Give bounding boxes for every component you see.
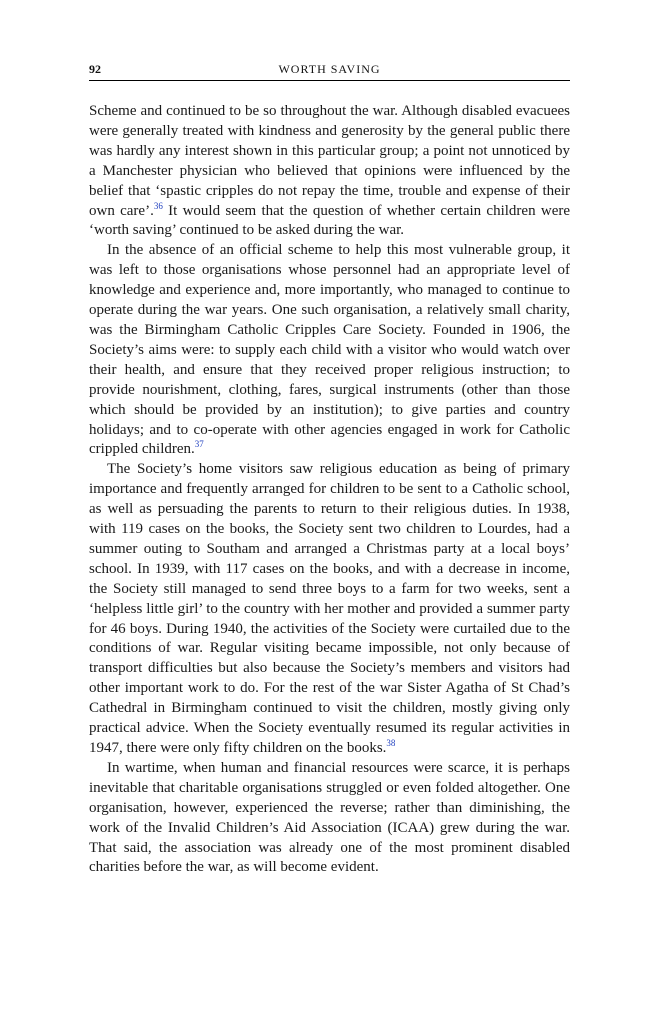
body-text [89, 102, 570, 878]
paragraph-text: Scheme and continued to be so throughout the war. Although disabled evacuees were generally treated with kindness and generosity by the general public there was hardly any interest shown in this particular group; a point not unnoticed by a Manchester physician who believed that opinions were influenced by the belief that ‘spastic cripples do not repay the time, trouble and expense of their own care’. [89, 103, 570, 219]
running-title: WORTH SAVING [278, 62, 381, 76]
paragraph [89, 460, 570, 759]
footnote-reference-37[interactable]: 37 [194, 439, 204, 450]
footnote-reference-36[interactable]: 36 [153, 200, 163, 211]
paragraph-text: In the absence of an official scheme to help this most vulnerable group, it was left to those organisations whose personnel had an appropriate level of knowledge and experience and, more importantly, who managed to continue to operate during the war years. One such organisation, a relatively small charity, was the Birmingham Catholic Cripples Care Society. Founded in 1906, the Society’s aims were: to supply each child with a visitor who would watch over their health, and ensure that they received proper religious instruction; to provide nourishment, clothing, fares, surgical instruments (other than those which should be provided by an institution); to give parties and country holidays; and to co-operate with other agencies engaged in work for Catholic crippled children. [89, 242, 570, 458]
footnote-reference-38[interactable]: 38 [386, 738, 396, 748]
paragraph-text: In wartime, when human and financial resources were scarce, it is perhaps inevitable that charitable organisations struggled or even folded altogether. One organisation, however, experienced the reverse; rather than diminishing, the work of the Invalid Children’s Aid Association (ICAA) grew during the war. That said, the association was already one of the most prominent disabled charities before the war, as will become evident. [89, 759, 570, 876]
page-header [89, 58, 570, 81]
paragraph-text: The Society’s home visitors saw religious education as being of primary importance and frequently arranged for children to be sent to a Catholic school, as well as persuading the parents to return to their religious duties. In 1938, with 119 cases on the books, the Society sent two children to Lourdes, had a summer outing to Southam and arranged a Christmas party at a local boys’ school. In 1939, with 117 cases on the books, and with a decrease in income, the Society still managed to send three boys to a farm for two weeks, sent a ‘helpless little girl’ to the country with her mother and provided a summer party for 46 boys. During 1940, the activities of the Society were curtailed due to the conditions of war. Regular visiting became impossible, not only because of transport difficulties but also because the Society’s members and visitors had other important work to do. For the rest of the war Sister Agatha of St Chad’s Cathedral in Birmingham continued to visit the children, mostly giving only practical advice. When the Society eventually resumed its regular activities in 1947, there were only fifty children on the books. [89, 461, 570, 756]
paragraph [89, 102, 570, 241]
paragraph [89, 759, 570, 878]
page-number: 92 [89, 62, 101, 76]
paragraph [89, 241, 570, 460]
paragraph-text: It would seem that the question of whether certain children were ‘worth saving’ continued to be asked during the war. [89, 202, 571, 239]
